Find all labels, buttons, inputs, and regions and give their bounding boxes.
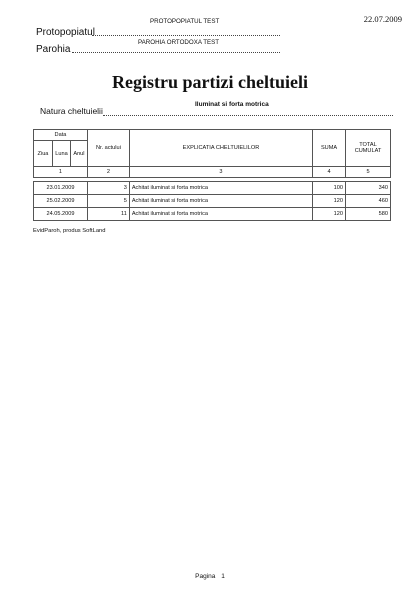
parohia-value: PAROHIA ORTODOXA TEST — [138, 39, 220, 46]
parohia-line — [72, 52, 280, 53]
page-label: Pagina — [195, 573, 216, 580]
header-ziua: Ziua — [34, 141, 53, 167]
header-luna: Luna — [52, 141, 70, 167]
table-row — [34, 182, 391, 195]
page-number-value: 1 — [221, 573, 225, 580]
row-explicatia: Achitat iluminat si forta motrica — [129, 182, 312, 195]
col-number-5: 5 — [346, 167, 391, 178]
header-total-line2: CUMULAT — [354, 148, 382, 154]
header-total-line1: TOTAL — [359, 142, 377, 148]
row-total: 580 — [346, 208, 391, 221]
col-number-3: 3 — [129, 167, 312, 178]
parohia-label: Parohia — [36, 44, 71, 55]
row-total: 340 — [346, 182, 391, 195]
protopopiat-value: PROTOPOPIATUL TEST — [150, 18, 220, 25]
footer-note: EvidParoh, produs SoftLand — [33, 228, 106, 234]
expenses-table — [33, 129, 391, 221]
row-nr-actului: 11 — [87, 208, 129, 221]
protopopiat-line — [92, 35, 280, 36]
header-data: Data — [34, 130, 88, 141]
header-anul: Anul — [70, 141, 87, 167]
col-number-2: 2 — [87, 167, 129, 178]
header-total — [346, 130, 391, 167]
protopopiat-label: Protopopiatul — [36, 27, 95, 38]
row-explicatia: Achitat iluminat si forta motrica — [129, 208, 312, 221]
header-nr-actului: Nr. actului — [87, 130, 129, 167]
row-suma: 120 — [313, 195, 346, 208]
row-suma: 100 — [313, 182, 346, 195]
row-date: 24.05.2009 — [34, 208, 88, 221]
row-nr-actului: 3 — [87, 182, 129, 195]
natura-value: Iluminat si forta motrica — [195, 101, 269, 108]
row-date: 23.01.2009 — [34, 182, 88, 195]
page-title: Registru partizi cheltuieli — [112, 72, 308, 92]
col-number-1: 1 — [34, 167, 88, 178]
row-total: 460 — [346, 195, 391, 208]
natura-line — [103, 115, 393, 116]
report-date: 22.07.2009 — [363, 14, 402, 24]
row-suma: 120 — [313, 208, 346, 221]
header-suma: SUMA — [313, 130, 346, 167]
page-number — [0, 573, 420, 580]
header-explicatia: EXPLICATIA CHELTUIELILOR — [129, 130, 312, 167]
natura-label: Natura cheltuielii — [40, 106, 103, 116]
col-number-4: 4 — [313, 167, 346, 178]
table-row — [34, 208, 391, 221]
table-row — [34, 195, 391, 208]
row-date: 25.02.2009 — [34, 195, 88, 208]
row-explicatia: Achitat iluminat si forta motrica — [129, 195, 312, 208]
row-nr-actului: 5 — [87, 195, 129, 208]
